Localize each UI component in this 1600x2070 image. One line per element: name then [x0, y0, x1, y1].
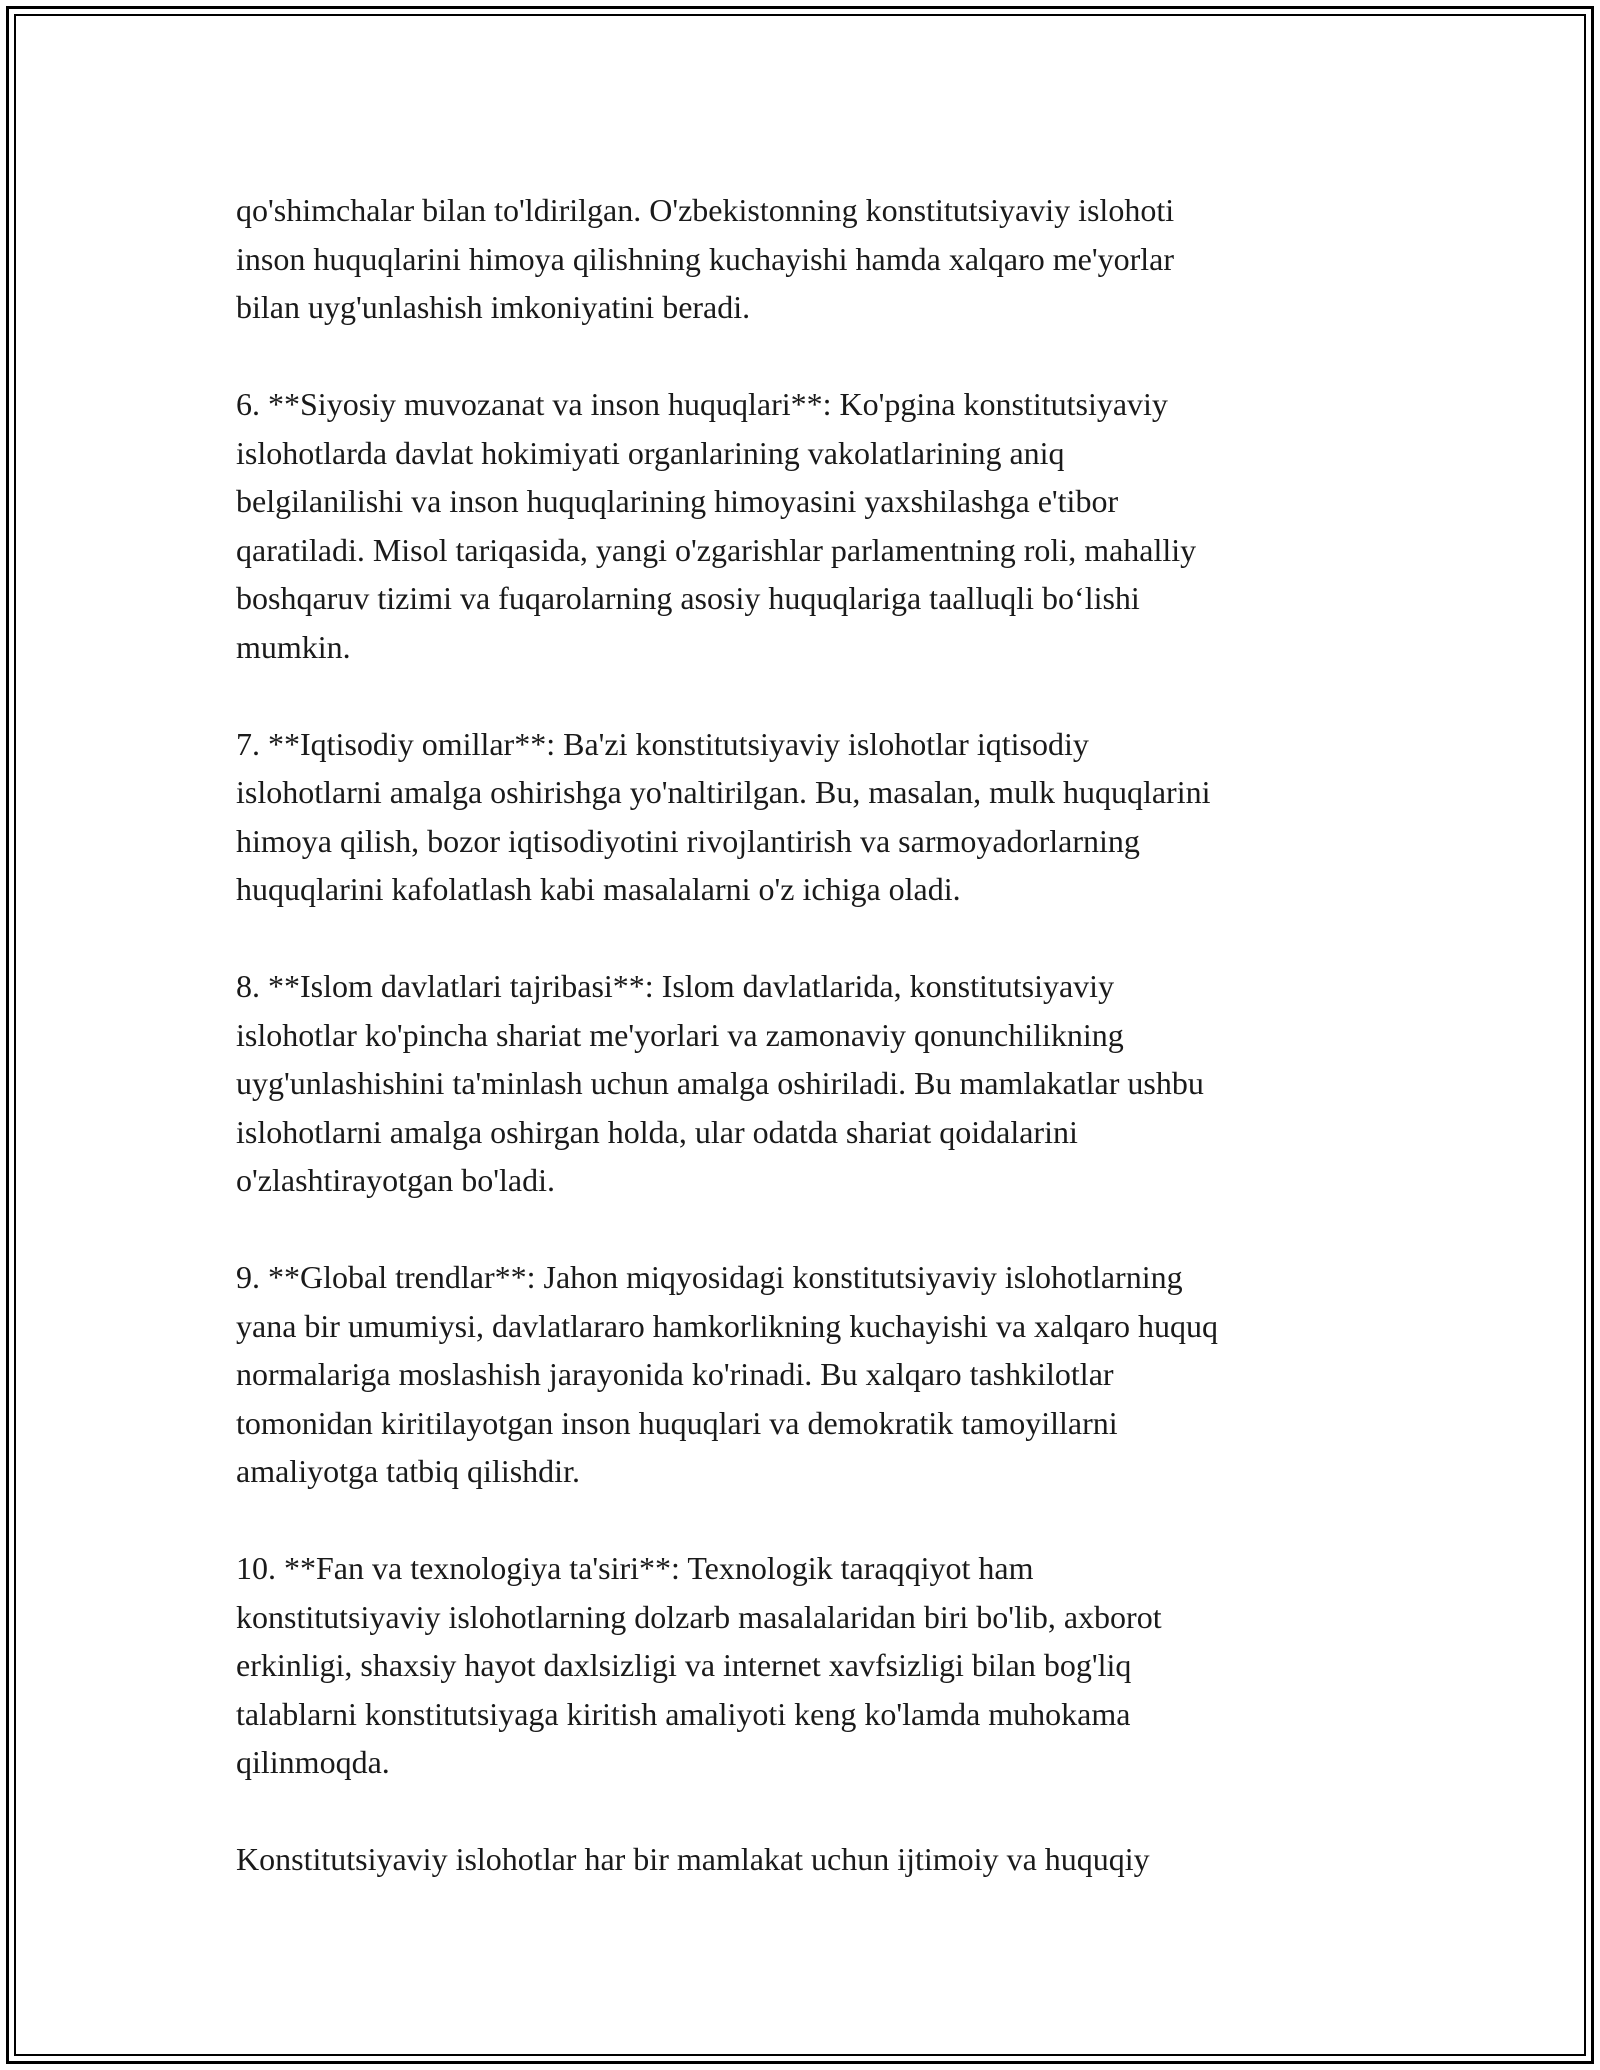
document-body [236, 186, 1386, 1884]
paragraph-conclusion: Konstitutsiyaviy islohotlar har bir mamlakat uchun ijtimoiy va huquqiy [236, 1841, 1150, 1877]
paragraph-item-9: 9. **Global trendlar**: Jahon miqyosidagi konstitutsiyaviy islohotlarning yana bir umumiysi, davlatlararo hamkorlikning kuchayishi va xalqaro huquq normalariga moslashish jarayonida ko'rinadi. Bu xalqaro tashkilotlar tomonidan kiritilayotgan inson huquqlari va demokratik tamoyillarni amaliyotga tatbiq qilishdir. [236, 1259, 1218, 1489]
paragraph-item-10: 10. **Fan va texnologiya ta'siri**: Texnologik taraqqiyot ham konstitutsiyaviy islohotlarning dolzarb masalalaridan biri bo'lib, axborot erkinligi, shaxsiy hayot daxlsizligi va internet xavfsizligi bilan bog'liq talablarni konstitutsiyaga kiritish amaliyoti keng ko'lamda muhokama qilinmoqda. [236, 1550, 1162, 1780]
paragraph-item-7: 7. **Iqtisodiy omillar**: Ba'zi konstitutsiyaviy islohotlar iqtisodiy islohotlarni amalga oshirishga yo'naltirilgan. Bu, masalan, mulk huquqlarini himoya qilish, bozor iqtisodiyotini rivojlantirish va sarmoyadorlarning huquqlarini kafolatlash kabi masalalarni o'z ichiga oladi. [236, 725, 1211, 907]
paragraph-continuation: qo'shimchalar bilan to'ldirilgan. O'zbekistonning konstitutsiyaviy islohoti inson huquqlarini himoya qilishning kuchayishi hamda xalqaro me'yorlar bilan uyg'unlashish imkoniyatini beradi. [236, 192, 1175, 325]
paragraph-item-8: 8. **Islom davlatlari tajribasi**: Islom davlatlarida, konstitutsiyaviy islohotlar ko'pincha shariat me'yorlari va zamonaviy qonunchilikning uyg'unlashishini ta'minlash uchun amalga oshiriladi. Bu mamlakatlar ushbu islohotlarni amalga oshirgan holda, ular odatda shariat qoidalarini o'zlashtirayotgan bo'ladi. [236, 968, 1204, 1198]
paragraph-item-6: 6. **Siyosiy muvozanat va inson huquqlari**: Ko'pgina konstitutsiyaviy islohotlarda davlat hokimiyati organlarining vakolatlarining aniq belgilanilishi va inson huquqlarining himoyasini yaxshilashga e'tibor qaratiladi. Misol tariqasida, yangi o'zgarishlar parlamentning roli, mahalliy boshqaruv tizimi va fuqarolarning asosiy huquqlariga taalluqli bo‘lishi mumkin. [236, 386, 1197, 665]
